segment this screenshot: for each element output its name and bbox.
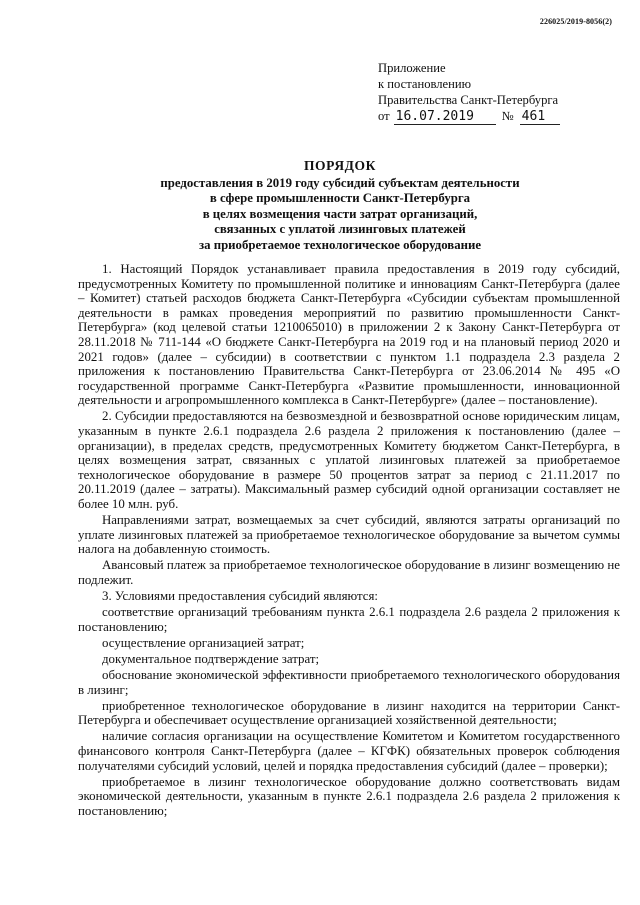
condition-item: приобретаемое в лизинг технологическое оборудование должно соответствовать видам экономической деятельности, указанным в пункте 2.6.1 подраздела 2.6 раздела 2 приложения к постановлению; <box>78 774 620 818</box>
title-line: предоставления в 2019 году субсидий субъектам деятельности <box>160 175 520 190</box>
condition-item: приобретенное технологическое оборудование в лизинг находится на территории Санкт-Петербурга и обеспечивает осуществление организацией хозяйственной деятельности; <box>78 698 620 728</box>
condition-item: соответствие организаций требованиям пункта 2.6.1 подраздела 2.6 раздела 2 приложения к постановлению; <box>78 605 620 634</box>
title-line: за приобретаемое технологическое оборудование <box>198 237 482 252</box>
title-heading: ПОРЯДОК <box>303 158 377 173</box>
title-line: в целях возмещения части затрат организаций, <box>202 206 478 221</box>
paragraph-3: 3. Условиями предоставления субсидий являются: <box>102 589 379 604</box>
title-line: в сфере промышленности Санкт-Петербурга <box>209 191 471 205</box>
document-title <box>60 158 620 253</box>
decree-number: 461 <box>520 110 560 125</box>
paragraph-2: 2. Субсидии предоставляются на безвозмездной и безвозвратной основе юридическим лицам, указанным в пункте 2.6.1 подраздела 2.6 раздела 2 приложения к постановлению (далее – организации), в пределах средств, предусмотренных Комитету бюджетом Санкт-Петербурга, в целях возмещения затрат, связанных с уплатой лизинговых платежей за приобретаемое технологическое оборудование в размере 50 процентов затрат за период с 21.11.2017 по 20.11.2019 (далее – затраты). Максимальный размер субсидий одной организации составляет не более 10 млн. руб. <box>78 409 620 511</box>
decree-date: 16.07.2019 <box>394 110 496 125</box>
approval-block <box>378 60 618 125</box>
approval-line-government: Правительства Санкт-Петербурга <box>378 93 559 107</box>
paragraph-1: 1. Настоящий Порядок устанавливает правила предоставления в 2019 году субсидий, предусмотренных Комитету по промышленной политике и инновациям Санкт-Петербурга (далее – Комитет) статьей расходов бюджета Санкт-Петербурга «Субсидии субъектам промышленной деятельности в рамках проведения мероприятий по развитию промышленности Санкт-Петербурга» (код целевой статьи 1210065010) в приложении 2 к Закону Санкт-Петербурга от 28.11.2018 № 711-144 «О бюджете Санкт-Петербурга на 2019 год и на плановый период 2020 и 2021 годов» (далее – субсидии) в соответствии с пунктом 1.1 подраздела 2.3 раздела 2 приложения к постановлению Правительства Санкт-Петербурга от 23.06.2014 № 495 «О государственной программе Санкт-Петербурга «Развитие промышленности, инновационной деятельности и агропромышленного комплекса в Санкт-Петербурге» (далее – постановление). <box>78 262 620 408</box>
title-line: связанных с уплатой лизинговых платежей <box>214 222 466 236</box>
condition-item: осуществление организацией затрат; <box>102 635 305 650</box>
condition-item: документальное подтверждение затрат; <box>102 651 320 666</box>
approval-line-appendix: Приложение <box>378 61 446 75</box>
condition-item: обоснование экономической эффективности приобретаемого технологического оборудования в лизинг; <box>78 668 620 697</box>
approval-date-number-line <box>378 108 618 125</box>
number-label: № <box>501 109 514 123</box>
paragraph-advance-payment: Авансовый платеж за приобретаемое технологическое оборудование в лизинг возмещению не подлежит. <box>78 558 620 587</box>
document-code: 226025/2019-8056(2) <box>539 17 612 26</box>
date-prefix: от <box>378 109 390 123</box>
condition-item: наличие согласия организации на осуществление Комитетом и Комитетом государственного финансового контроля Санкт-Петербурга (далее – КГФК) обязательных проверок соблюдения получателями субсидий условий, целей и порядка предоставления субсидий (далее – проверки); <box>78 729 620 773</box>
approval-line-to-decree: к постановлению <box>378 77 472 91</box>
document-body <box>78 262 620 820</box>
paragraph-cost-directions: Направлениями затрат, возмещаемых за счет субсидий, являются затраты организаций по уплате лизинговых платежей за приобретаемое технологическое оборудование за вычетом суммы налога на добавленную стоимость. <box>78 513 620 557</box>
